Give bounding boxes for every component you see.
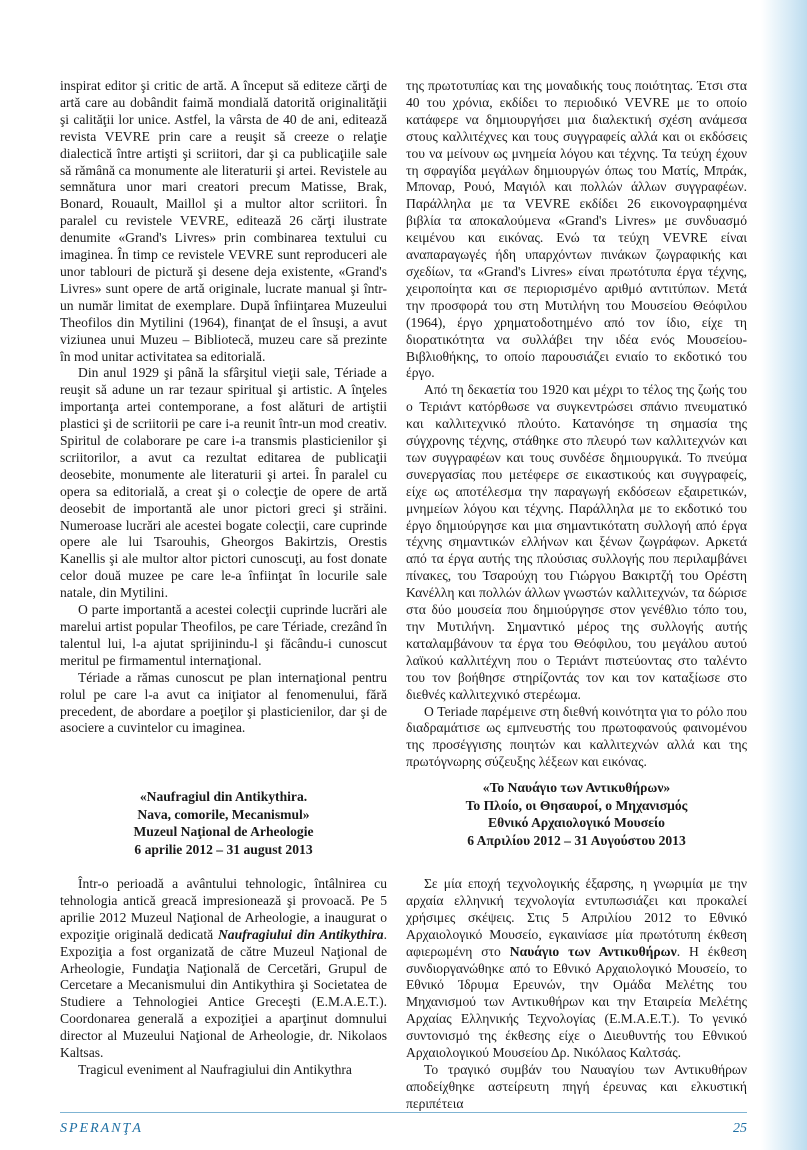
heading-line: Nava, comorile, Mecanismul» xyxy=(137,806,310,822)
footer-divider xyxy=(60,1112,747,1113)
greek-text-column-top xyxy=(406,78,747,771)
text-run: Într-o perioadă a avântului tehnologic, întâlnirea cu tehnologia antică greacă impresionează şi provoacă. Pe 5 aprilie 2012 Muzeul Naţional de Arheologie, a inaugurat o expoziţie originală dedicată xyxy=(60,876,387,942)
paragraph: Din anul 1929 şi până la sfârşitul vieţii sale, Tériade a reuşit să adune un rar tezaur spiritual şi artistic. A înţeles importanţa artei contemporane, a fost alături de artiştii plastici şi de scriitorii pe care i-a reunit într-un mod creativ. Spiritul de colaborare pe care i-a transmis plasticienilor şi scriitorilor, a avut ca rezultat editarea de publicaţii deosebite, monumente ale literaturii şi artei. În paralel cu opera sa editorială, a creat şi o colecţie de opere de artă deosebit de importantă ale unor pictori greci şi străini. Numeroase lucrări ale acestei bogate colecţii, care cuprinde opere ale lui Tsarouhis, Gheorgos Bakirtzis, Orestis Kanellis şi ale multor altor pictori cunoscuţi, au fost donate celor două muzee pe care le-a înfiinţat în locurile sale natale, din Mytilini. xyxy=(60,365,387,601)
emphasis-text: Naufragiului din Antikythira xyxy=(217,926,384,942)
paragraph: Ο Teriade παρέμεινε στη διεθνή κοινότητα για το ρόλο που διαδραμάτισε ως εμπνευστής του πρωτοφανούς φαινομένου της προσέγγισης ποιητών και καλλιτεχνών αλλά και της πρωτόγνωρης σύζευξης λέξεων και εικόνας. xyxy=(406,703,747,770)
heading-line: Εθνικό Αρχαιολογικό Μουσείο xyxy=(488,815,665,830)
bold-text: Ναυάγιο των Αντικυθήρων xyxy=(509,943,677,959)
text-run: Σε μία εποχή τεχνολογικής έξαρσης, η γνωριμία με την αρχαία ελληνική τεχνολογία εντυπωσιάζει και προκαλεί χρήσιμες σκέψεις. Στις 5 Απριλίου 2012 το Εθνικό Αρχαιολογικό Μουσείο, εγκαινίασε μία πρωτότυπη έκθεση αφιερωμένη στο xyxy=(406,876,747,959)
heading-line: Το Πλοίο, οι Θησαυροί, ο Μηχανισμός xyxy=(465,797,688,813)
romanian-text-column-bottom xyxy=(60,876,387,1079)
paragraph: Tériade a rămas cunoscut pe plan internaţional pentru rolul pe care l-a avut ca iniţiator al fenomenului, fără precedent, de abordare a poeţilor şi plasticienilor, dar şi de asociere a cuvintelor cu imaginea. xyxy=(60,669,387,736)
paragraph: Tragicul eveniment al Naufragiului din Antikythra xyxy=(78,1061,352,1077)
page-margin-tint xyxy=(761,0,807,1150)
heading-line: 6 Απριλίου 2012 – 31 Αυγούστου 2013 xyxy=(467,832,686,848)
paragraph: της πρωτοτυπίας και της μοναδικής τους ποιότητας. Έτσι στα 40 του χρόνια, εκδίδει το περιοδικό VEVRE με το οποίο κατάφερε να δημιουργήσει μια διαλεκτική σχέση ανάμεσα στους καλλιτέχνες και τους συγγραφείς αλλά και οι εκδόσεις του να μείνουν ως μνημεία λόγου και τέχνης. Τα τεύχη έχουν τη σφραγίδα μεγάλων δημιουργών όπως του Ματίς, Μπράκ, Μποναρ, Ρουό, Μαγιόλ και πολλών άλλων συγγραφέων. Παράλληλα με τα VEVRE εκδίδει 26 εικονογραφημένα βιβλία τα αποκαλούμενα «Grand's Livres» με συνδυασμό κειμένου και εικόνας. Ενώ τα τεύχη VEVRE είναι αναπαραγωγές ήδη υπαρχόντων πινάκων ζωγραφικής και σχεδίων, τα «Grand's Livres» είναι πρωτότυπα έργα τέχνης, χειροποίητα και σε περιορισμένο αριθμό αντιτύπων. Μετά την προσφορά του στη Μυτιλήνη του Μουσείου Θεόφιλου (1964), έργο χρηματοδοτημένο από τον ίδιο, είχε τη διορατικότητα να συλλάβει την ιδέα ενός Μουσείου-Βιβλιοθήκης, το οποίο παρουσιάζει ενιαίο το εκδοτικό του έργο. xyxy=(406,78,747,381)
paragraph: Το τραγικό συμβάν του Ναυαγίου των Αντικυθήρων αποδείχθηκε αστείρευτη πηγή έρευνας και ελκυστική περιπέτεια xyxy=(406,1061,747,1111)
greek-text-column-bottom xyxy=(406,876,747,1113)
magazine-name: SPERANŢA xyxy=(60,1121,143,1136)
heading-line: 6 aprilie 2012 – 31 august 2013 xyxy=(134,841,313,857)
heading-line: Muzeul Naţional de Arheologie xyxy=(133,824,314,839)
paragraph: Από τη δεκαετία του 1920 και μέχρι το τέλος της ζωής του ο Τεριάντ κατόρθωσε να συγκεντρώσει σπάνιο πνευματικό και καλλιτεχνικό πλούτο. Κατανόησε τη σημασία της σύγχρονης τέχνης, στάθηκε στο πλευρό των καλλιτεχνών και των συγγραφέων και τους συνδέσε δημιουργικά. Το πνεύμα συνεργασίας που μετέφερε σε εικαστικούς και συγγραφείς, είχε ως αποτέλεσμα την παραγωγή εκδόσεων εξαιρετικών, μνημείων λόγου και τέχνης. Παράλληλα με το εκδοτικό του έργο δημιούργησε και μια σημαντικότατη συλλογή από έργα τέχνης σημαντικών ελλήνων και ξένων ζωγράφων. Αρκετά από τα έργα αυτής της πλούσιας συλλογής που περιλαμβάνει πίνακες, του Τσαρούχη του Γιώργου Βακιρτζή του Ορέστη Κανέλλη και πολλών άλλων γνωστών καλλιτεχνών, τα δώρισε στα δύο μουσεία που δημιούργησε στον γενέθλιο τόπο του, την Μυτιλήνη. Σημαντικό μέρος της συλλογής αυτής καταλαμβάνουν τα έργα του Θεόφιλου, του μεγάλου αυτού λαϊκού καλλιτέχνη που ο Τεριάντ πιστεύοντας στο ταλέντο του τον βοήθησε στηρίζοντάς τον και τον καταξίωσε στο διεθνές καλλιτεχνικό στερέωμα. xyxy=(406,382,747,702)
paragraph: O parte importantă a acestei colecţii cuprinde lucrări ale marelui artist popular Theofilos, pe care Tériade, crezând în talentul lui, l-a ajutat sprijinindu-l şi făcându-i cunoscut meritul pe firmamentul internaţional. xyxy=(60,602,387,668)
heading-line: «Το Ναυάγιο των Αντικυθήρων» xyxy=(482,780,671,795)
romanian-section-heading xyxy=(60,788,387,858)
heading-line: «Naufragiul din Antikythira. xyxy=(139,789,308,804)
text-run: . Η έκθεση συνδιοργανώθηκε από το Εθνικό Αρχαιολογικό Μουσείο, το Εθνικό Ίδρυμα Ερευνών, την Ομάδα Μελέτης του Μηχανισμού των Αντικυθήρων και την Εταιρεία Μελέτης Αρχαίας Ελληνικής Τεχνολογίας (Ε.Μ.Α.Ε.Τ.). Το γενικό συντονισμό της έκθεσης είχε ο Διευθυντής του Εθνικού Αρχαιολογικού Μουσείου Δρ. Νικόλαος Καλτσάς. xyxy=(406,943,747,1061)
page-number: 25 xyxy=(733,1121,747,1136)
greek-section-heading xyxy=(406,779,747,849)
paragraph xyxy=(406,876,747,1062)
text-run: . Expoziţia a fost organizată de către Muzeul Naţional de Arheologie, Fundaţia Naţională de Cercetări, Grupul de Cercetare a Mecanismului din Antikythira şi Societatea de Studiere a Tehnologiei Antice Greceşti (E.M.A.E.T.). Coordonarea generală a expoziţiei a aparţinut domnului director al Muzeului Naţional de Arheologie, dr. Nikolaos Kaltsas. xyxy=(60,926,387,1061)
paragraph xyxy=(60,876,387,1062)
paragraph: inspirat editor şi critic de artă. A început să editeze cărţi de artă care au dobândit faimă mondială datorită originalităţii şi calităţii lor unice. Astfel, la vârsta de 40 de ani, editează revista VEVRE prin care a reuşit să creeze o relaţie dialectică între artişti şi scriitori, dar şi ca publicaţiile sale să rămână ca monumente ale literaturii şi artei. Revistele au semnătura unor mari creatori precum Matisse, Brak, Bonard, Rouault, Maillol şi a multor altor scriitori. În paralel cu revistele VEVRE, editează 26 cărţi ilustrate denumite «Grand's Livres» prin combinarea textului cu imaginea. În timp ce revistele VEVRE sunt reproduceri ale unor tablouri de pictură şi desene deja existente, «Grand's Livres» sunt opere de artă originale, lucrate manual şi într-un număr limitat de exemplare. După înfiinţarea Muzeului Theofilos din Mytilini (1964), finanţat de el însuşi, a avut viziunea unui Muzeu – Bibliotecă, muzeu care să prezinte în mod unitar activitatea sa editorială. xyxy=(60,78,387,364)
romanian-text-column-top xyxy=(60,78,387,737)
